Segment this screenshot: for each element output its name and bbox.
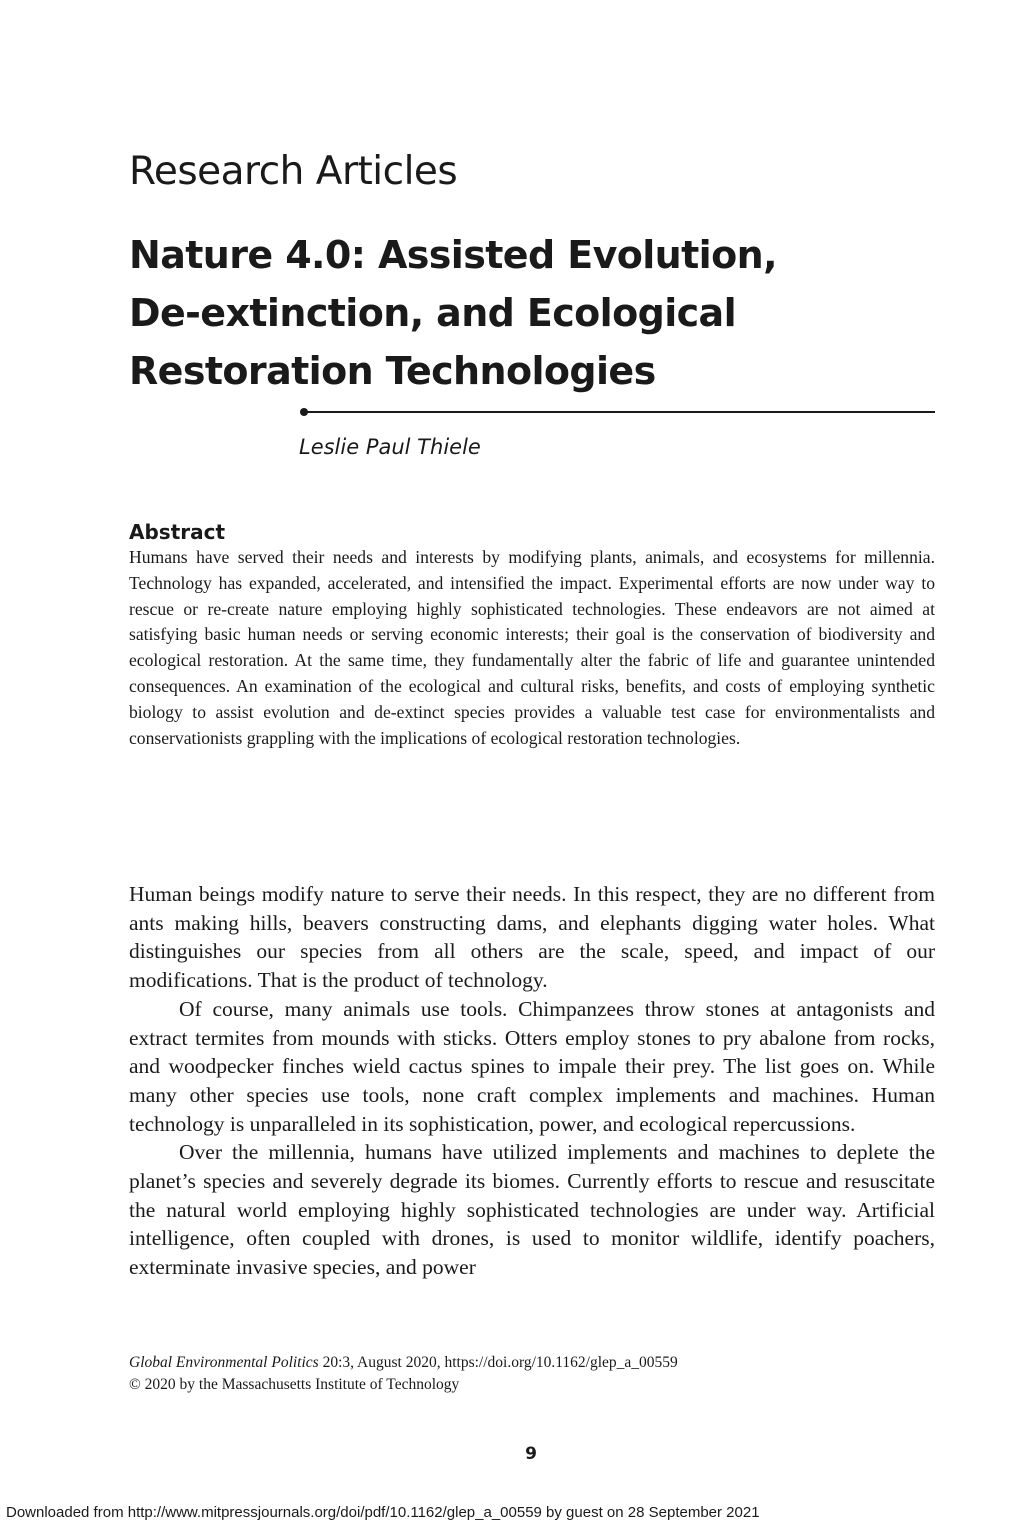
divider-dot (300, 408, 308, 416)
section-label: Research Articles (129, 149, 458, 194)
title-line: Nature 4.0: Assisted Evolution, (129, 233, 777, 277)
abstract-text: Humans have served their needs and interests by modifying plants, animals, and ecosystems for millennia. Technology has expanded, accelerated, and intensified the impact. Experimental efforts are now under way to rescue or re-create nature employing highly sophisticated technologies. These endeavors are not aimed at satisfying basic human needs or serving economic interests; their goal is the conservation of biodiversity and ecological restoration. At the same time, they fundamentally alter the fabric of life and guarantee unintended consequences. An examination of the ecological and cultural risks, benefits, and costs of employing synthetic biology to assist evolution and de-extinct species provides a valuable test case for environmentalists and conservationists grappling with the implications of ecological restoration technologies. (129, 547, 935, 748)
body-paragraph: Of course, many animals use tools. Chimpanzees throw stones at antagonists and extract termites from mounds with sticks. Otters employ stones to pry abalone from rocks, and woodpecker finches wield cactus spines to impale their prey. The list goes on. While many other species use tools, none craft complex implements and machines. Human technology is unparalleled in its sophistication, power, and ecological repercussions. (129, 996, 935, 1136)
journal-name: Global Environmental Politics (129, 1354, 319, 1371)
article-body (129, 880, 935, 1282)
download-note: Downloaded from http://www.mitpressjournals.org/doi/pdf/10.1162/glep_a_00559 by guest on 28 September 2021 (6, 1504, 760, 1521)
title-line: De-extinction, and Ecological (129, 291, 737, 335)
abstract-heading: Abstract (129, 520, 226, 544)
copyright-line: © 2020 by the Massachusetts Institute of Technology (129, 1376, 460, 1393)
citation-details: 20:3, August 2020, https://doi.org/10.1162/glep_a_00559 (318, 1354, 678, 1371)
citation-line (129, 1352, 935, 1374)
citation-footnote (129, 1352, 935, 1396)
article-title (129, 226, 949, 400)
title-line: Restoration Technologies (129, 349, 656, 393)
title-divider (305, 411, 935, 413)
body-paragraph: Human beings modify nature to serve their needs. In this respect, they are no different from ants making hills, beavers constructing dams, and elephants digging water holes. What distinguishes our species from all others are the scale, speed, and impact of our modifications. That is the product of technology. (129, 882, 935, 993)
body-paragraph: Over the millennia, humans have utilized implements and machines to deplete the planet’s species and severely degrade its biomes. Currently efforts to rescue and resuscitate the natural world employing highly sophisticated technologies are under way. Artificial intelligence, often coupled with drones, is used to monitor wildlife, identify poachers, exterminate invasive species, and power (129, 1140, 935, 1280)
page-number: 9 (525, 1444, 537, 1464)
author-name: Leslie Paul Thiele (299, 435, 481, 459)
